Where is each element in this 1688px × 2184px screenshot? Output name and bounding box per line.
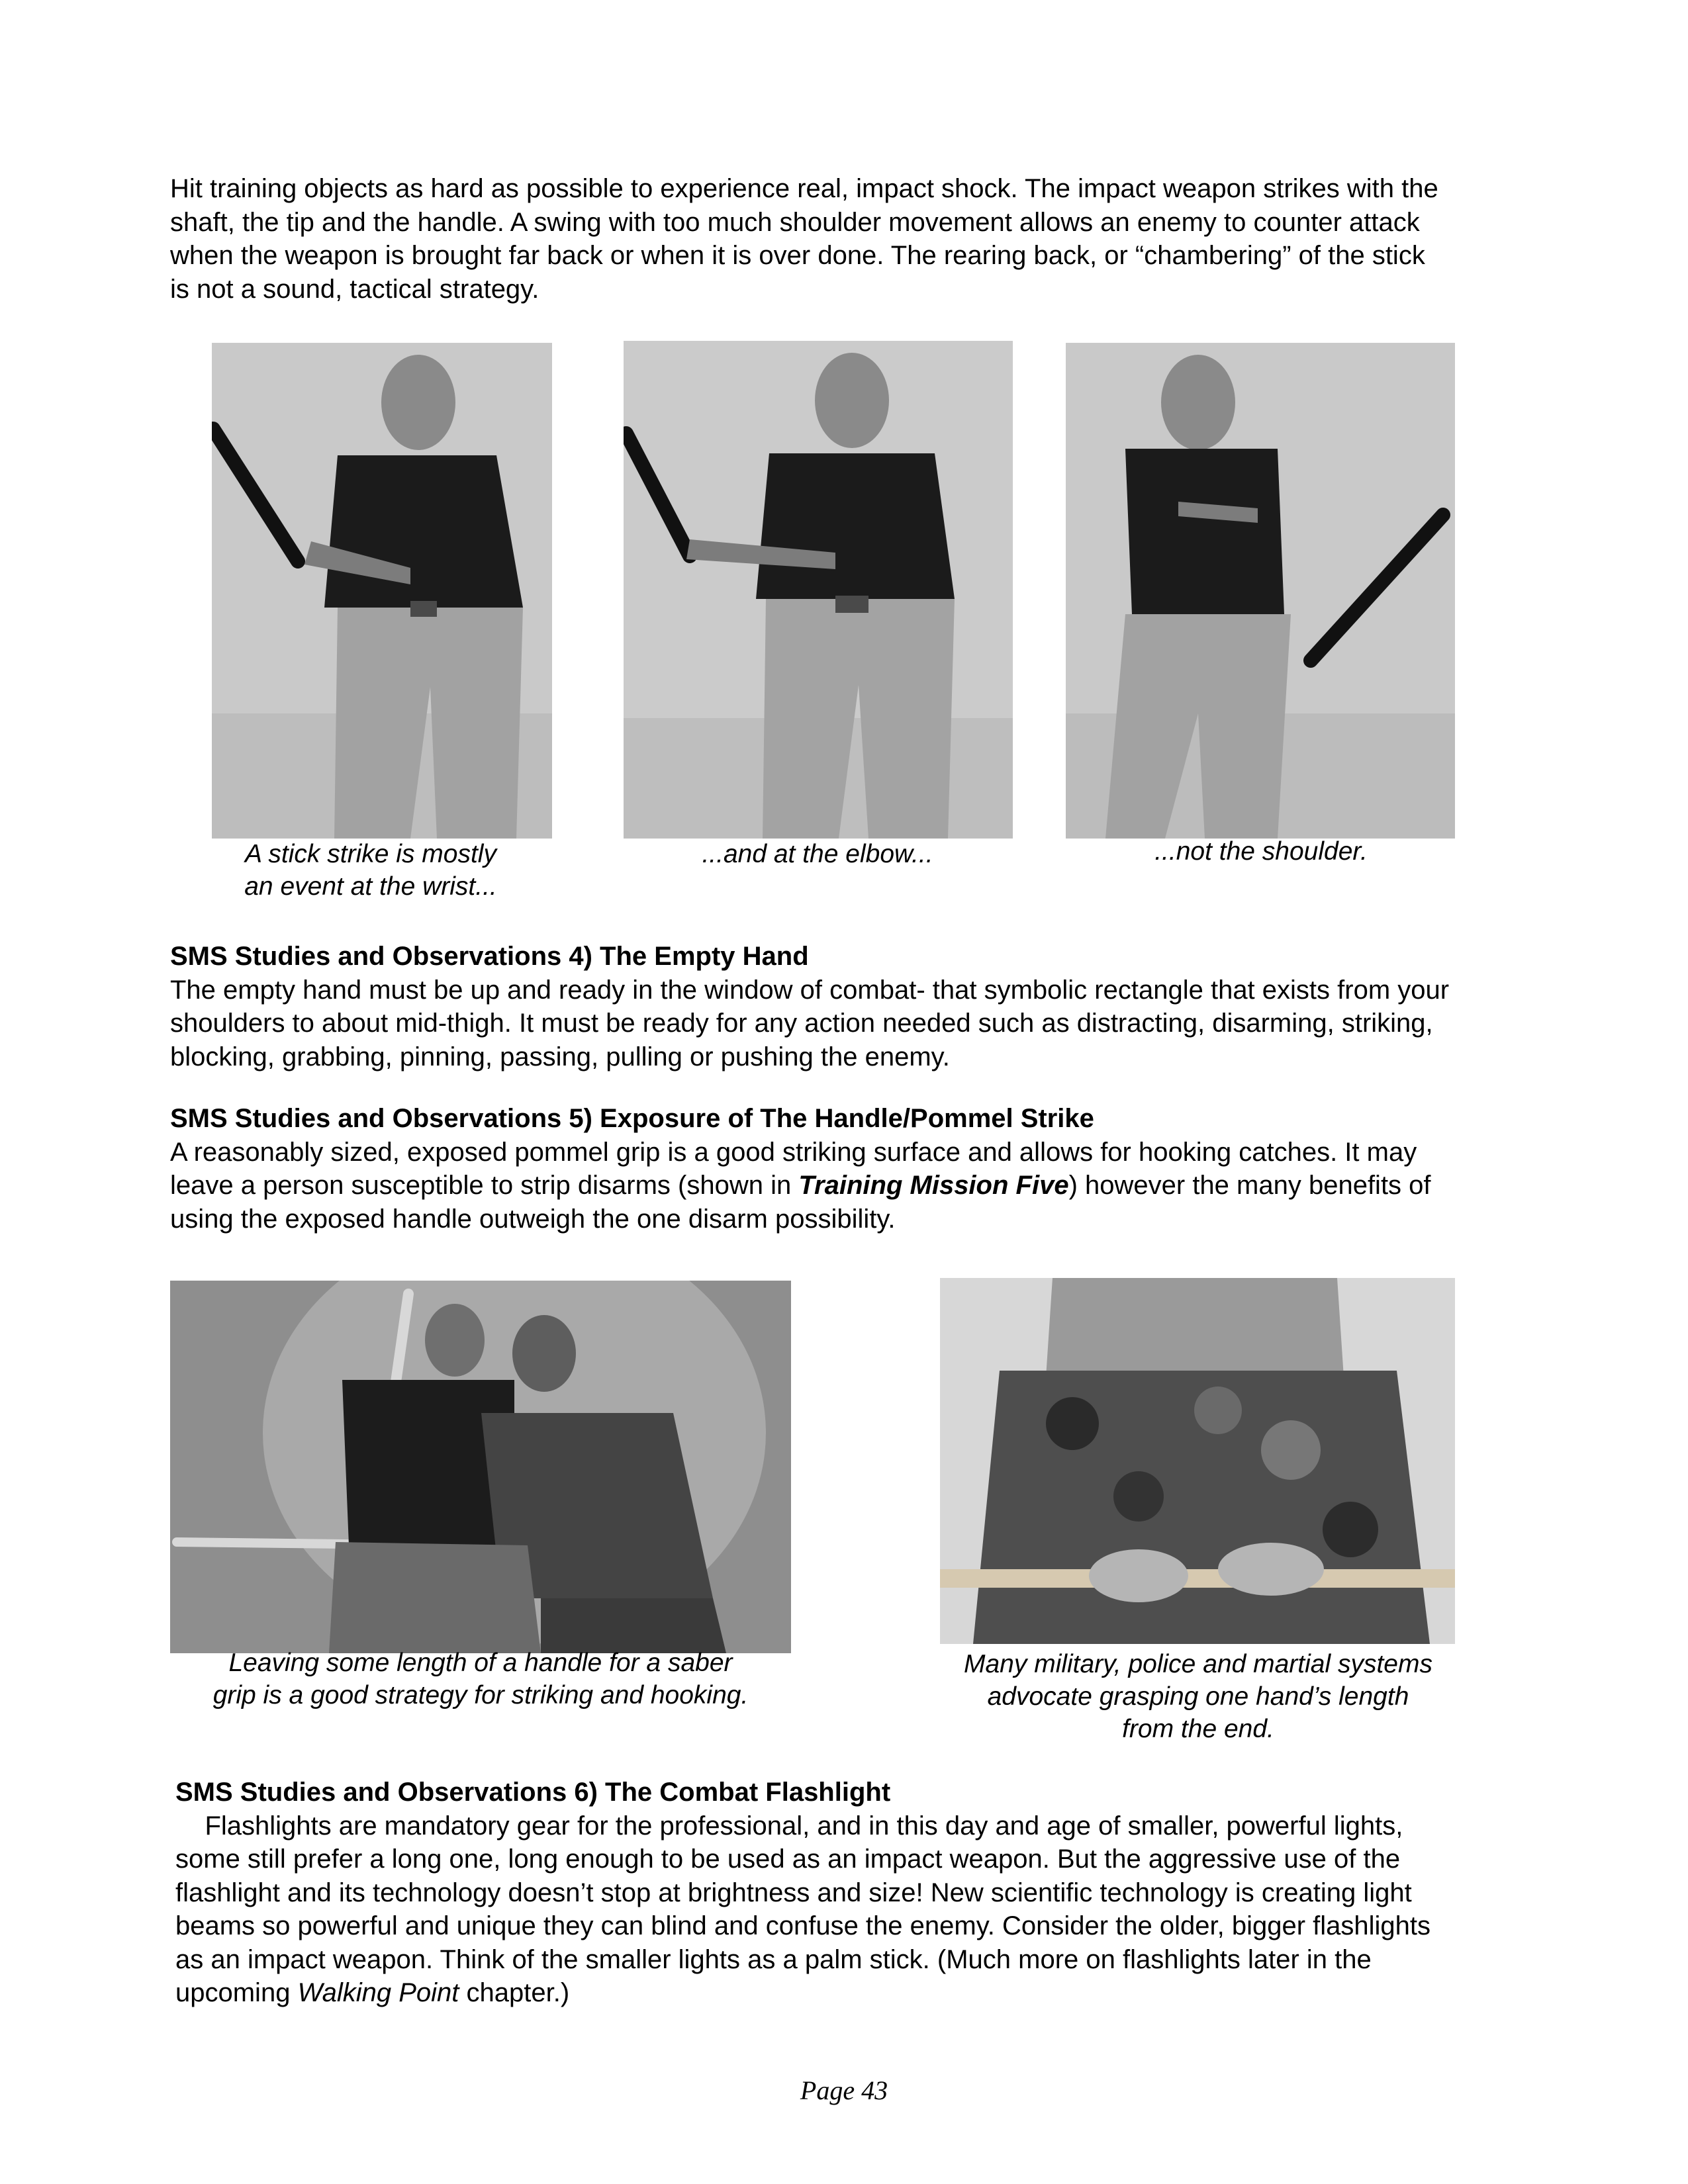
caption-saber-grip	[170, 1647, 791, 1711]
photo-elbow-strike	[624, 341, 1013, 839]
photo-military-grip	[940, 1278, 1455, 1644]
body-line: blocking, grabbing, pinning, passing, pulling or pushing the enemy.	[170, 1042, 950, 1071]
intro-paragraph	[170, 172, 1560, 306]
page-number: Page 43	[800, 2075, 888, 2105]
body-text: upcoming	[175, 1978, 298, 2007]
section-empty-hand	[170, 940, 1560, 1073]
photo-shoulder-strike	[1066, 343, 1455, 839]
photo-wrist-strike	[212, 343, 552, 839]
body-text: leave a person susceptible to strip disarms (shown in	[170, 1171, 799, 1200]
caption-military-grip	[900, 1648, 1496, 1745]
body-text: chapter.)	[459, 1978, 570, 2007]
body-line: some still prefer a long one, long enough to be used as an impact weapon. But the aggressive use of the	[175, 1844, 1401, 1874]
body-line: beams so powerful and unique they can blind and confuse the enemy. Consider the older, bigger flashlights	[175, 1911, 1431, 1940]
caption-line: from the end.	[1122, 1715, 1274, 1743]
body-line: as an impact weapon. Think of the smaller lights as a palm stick. (Much more on flashlights later in the	[175, 1944, 1372, 1974]
emphasis-title: Walking Point	[297, 1978, 459, 2007]
section-combat-flashlight	[175, 1776, 1566, 2010]
body-line: shoulders to about mid-thigh. It must be ready for any action needed such as distracting, disarming, striking,	[170, 1009, 1433, 1038]
section-heading: SMS Studies and Observations 5) Exposure of The Handle/Pommel Strike	[170, 1104, 1094, 1133]
intro-line: shaft, the tip and the handle. A swing with too much shoulder movement allows an enemy to counter attack	[170, 207, 1420, 237]
body-line: flashlight and its technology doesn’t stop at brightness and size! New scientific technology is creating light	[175, 1878, 1412, 1907]
body-line: A reasonably sized, exposed pommel grip is a good striking surface and allows for hooking catches. It may	[170, 1137, 1417, 1167]
caption-wrist	[199, 838, 543, 903]
body-text: ) however the many benefits of	[1068, 1171, 1431, 1200]
caption-line: Leaving some length of a handle for a saber	[228, 1649, 733, 1677]
section-pommel-strike	[170, 1102, 1560, 1236]
caption-line: ...not the shoulder.	[1154, 837, 1368, 866]
caption-line: A stick strike is mostly	[245, 840, 496, 868]
photo-saber-grip	[170, 1281, 791, 1653]
caption-line: grip is a good strategy for striking and hooking.	[212, 1681, 749, 1709]
intro-line: Hit training objects as hard as possible to experience real, impact shock. The impact weapon strikes with the	[170, 174, 1438, 203]
section-heading: SMS Studies and Observations 4) The Empty Hand	[170, 942, 809, 971]
body-line: The empty hand must be up and ready in the window of combat- that symbolic rectangle that exists from your	[170, 975, 1450, 1005]
body-line	[175, 1976, 1566, 2010]
body-line: using the exposed handle outweigh the one disarm possibility.	[170, 1204, 896, 1234]
body-line	[170, 1169, 1560, 1203]
body-line: Flashlights are mandatory gear for the professional, and in this day and age of smaller, powerful lights,	[175, 1811, 1403, 1841]
caption-line: Many military, police and martial systems	[964, 1650, 1432, 1678]
caption-shoulder	[1076, 835, 1446, 868]
caption-line: an event at the wrist...	[244, 872, 497, 901]
caption-line: advocate grasping one hand’s length	[987, 1682, 1409, 1711]
caption-line: ...and at the elbow...	[702, 840, 933, 868]
emphasis-title: Training Mission Five	[798, 1171, 1069, 1200]
intro-line: is not a sound, tactical strategy.	[170, 274, 539, 304]
caption-elbow	[635, 838, 1000, 870]
section-heading: SMS Studies and Observations 6) The Combat Flashlight	[175, 1778, 891, 1807]
intro-line: when the weapon is brought far back or when it is over done. The rearing back, or “chambering” of the stick	[170, 241, 1425, 270]
